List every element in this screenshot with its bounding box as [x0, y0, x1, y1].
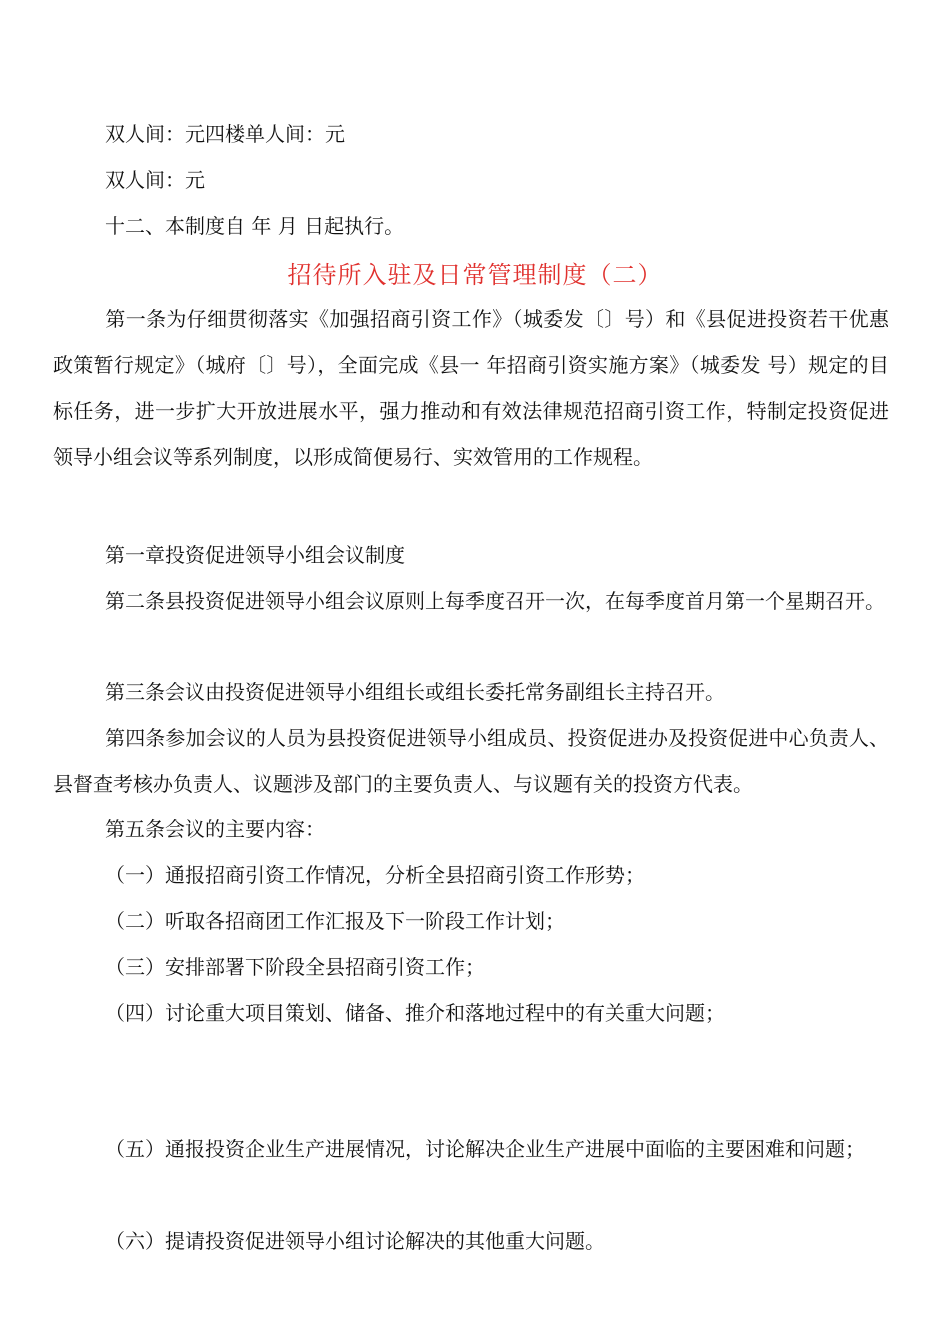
paragraph — [53, 669, 889, 715]
document-title: 招待所入驻及日常管理制度（二） — [287, 261, 663, 289]
chapter-heading — [53, 532, 889, 578]
list-item — [53, 852, 889, 898]
paragraph — [53, 715, 889, 807]
paragraph-text: （四）讨论重大项目策划、储备、推介和落地过程中的有关重大问题； — [105, 1001, 725, 1025]
paragraph-text: 第五条会议的主要内容： — [105, 817, 325, 841]
paragraph-text: 第四条参加会议的人员为县投资促进领导小组成员、投资促进办及投资促进中心负责人、县督查考核办负责人、议题涉及部门的主要负责人、与议题有关的投资方代表。 — [53, 726, 889, 796]
list-item — [53, 898, 889, 944]
paragraph — [53, 806, 889, 852]
text-line: 双人间：元四楼单人间：元 — [105, 122, 345, 146]
paragraph-text: （三）安排部署下阶段全县招商引资工作； — [105, 955, 485, 979]
paragraph — [53, 578, 889, 624]
paragraph — [53, 296, 889, 480]
paragraph-text: 第二条县投资促进领导小组会议原则上每季度召开一次，在每季度首月第一个星期召开。 — [105, 589, 885, 613]
paragraph-text: （二）听取各招商团工作汇报及下一阶段工作计划； — [105, 909, 565, 933]
paragraph-text: 第一条为仔细贯彻落实《加强招商引资工作》（城委发〔〕号）和《县促进投资若干优惠政策暂行规定》（城府〔〕号），全面完成《县一 年招商引资实施方案》（城委发 号）规定的目标任务，进一步扩大开放进展水平，强力推动和有效法律规范招商引资工作，特制定投资促进领导小组会议等系列制度，以形成简便易行、实效管用的工作规程。 — [53, 307, 889, 469]
list-item — [53, 990, 889, 1036]
paragraph-text: 第三条会议由投资促进领导小组组长或组长委托常务副组长主持召开。 — [105, 680, 725, 704]
paragraph-text: （一）通报招商引资工作情况，分析全县招商引资工作形势； — [105, 863, 645, 887]
list-item — [53, 1218, 889, 1264]
text-line: 十二、本制度自 年 月 日起执行。 — [105, 214, 405, 238]
list-item — [53, 1126, 889, 1172]
text-line: 双人间：元 — [105, 168, 205, 192]
list-item — [53, 944, 889, 990]
paragraph-text: （六）提请投资促进领导小组讨论解决的其他重大问题。 — [105, 1229, 605, 1253]
paragraph-text: （五）通报投资企业生产进展情况，讨论解决企业生产进展中面临的主要困难和问题； — [105, 1137, 865, 1161]
paragraph-text: 第一章投资促进领导小组会议制度 — [105, 543, 405, 567]
